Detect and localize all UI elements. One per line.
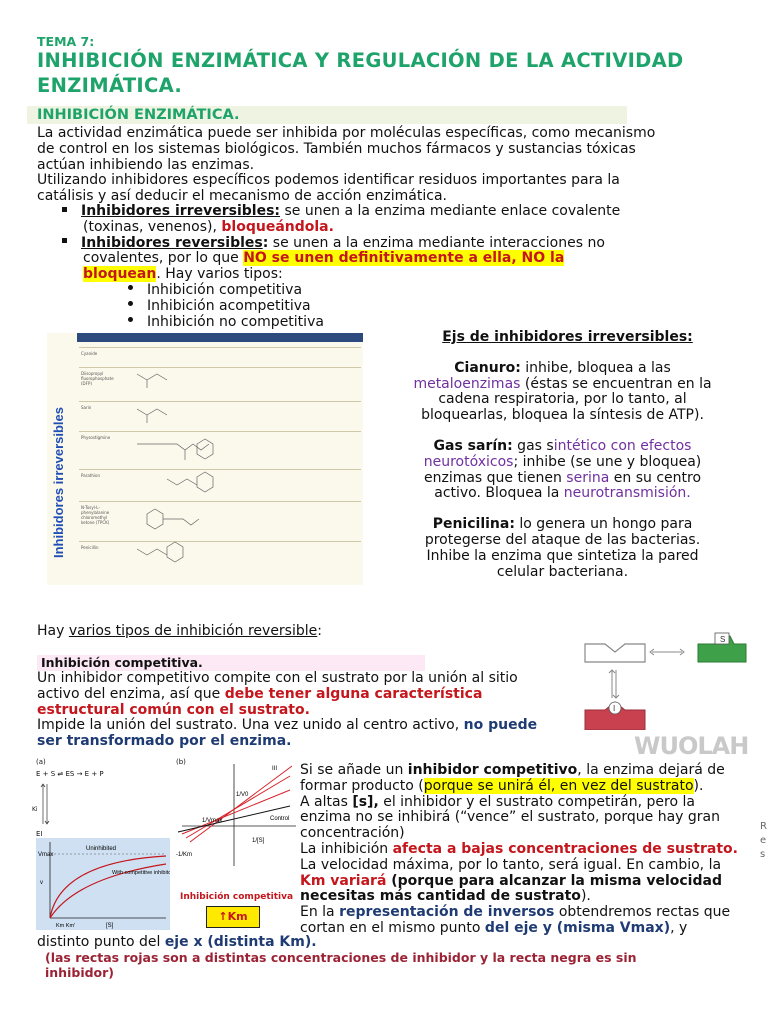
text-navy: representación de inversos (339, 904, 555, 921)
text-red: Km variará (300, 872, 387, 889)
text: En la (300, 904, 340, 921)
text-bold: inhibidor competitivo (407, 762, 578, 778)
irreversible-text2: (toxinas, venenos), (83, 218, 222, 235)
paragraph-line: ser transformado por el enzima. (37, 733, 292, 750)
intro-line: La actividad enzimática puede ser inhibida por moléculas específicas, como mecanismo (37, 125, 656, 141)
table-side-text: Inhibidores irreversibles (51, 406, 66, 558)
page-title (37, 48, 727, 98)
reversible-text: se unen a la enzima mediante interacciones no (268, 234, 605, 251)
example-line: Inhibe la enzima que sintetiza la pared (426, 547, 699, 564)
bullet-irreversible (62, 204, 702, 220)
bullet-reversible-cont (62, 251, 702, 267)
enzyme-binding-diagram (580, 630, 750, 730)
example-line (365, 486, 760, 502)
example-line (365, 377, 760, 393)
subtype-label: Inhibición competitiva (147, 281, 303, 298)
example-text: ; inhibe (se une y bloquea) (513, 453, 702, 470)
example-term: metaloenzimas (413, 375, 521, 392)
paragraph-navy: no puede (463, 717, 538, 734)
inhibitor-label: I (613, 704, 616, 713)
text-bold: necesitas más cantidad de sustrato (300, 888, 581, 905)
cyanide-label: Cianuro: (454, 359, 521, 376)
reversible-text2: covalentes, por lo que (83, 250, 244, 267)
page-title-line2: ENZIMÁTICA. (37, 74, 183, 97)
example-text: en su centro (609, 469, 702, 486)
text: ). (693, 777, 704, 794)
reversible-label: Inhibidores reversibles (81, 234, 263, 251)
paragraph-line (37, 687, 577, 703)
series-label: III (272, 766, 278, 772)
text: , y (670, 919, 688, 936)
intro-line: catálisis y así deducir el mecanismo de acción enzimática. (37, 188, 447, 205)
conclusion-line (37, 935, 737, 951)
plot-x-axis-label: 1/[S] (252, 838, 265, 844)
intro-underlined: varios tipos de inhibición reversible (68, 623, 318, 639)
text-bold: (porque para alcanzar la misma velocidad (386, 872, 722, 889)
chemical-structures-icon (127, 369, 357, 579)
competitive-caption: Inhibición competitiva (180, 892, 294, 902)
subtype-label: Inhibición acompetitiva (147, 297, 311, 314)
ei-label: EI (36, 830, 43, 838)
plot-y-axis-label: 1/V0 (236, 792, 249, 798)
example-text: inhibe, bloquea a las (520, 359, 671, 376)
explanation-line (300, 795, 760, 811)
text: obtendremos rectas que (554, 904, 731, 921)
example-line: protegerse del ataque de las bacterias. (424, 531, 701, 548)
paragraph-line: Un inhibidor competitivo compite con el sustrato por la unión al sitio (37, 670, 518, 686)
tema-label: TEMA 7: (37, 34, 95, 49)
example-line: bloquearlas, bloquea la síntesis de ATP). (421, 407, 704, 424)
paragraph-text: Impide la unión del sustrato. Una vez unido al centro activo, (37, 717, 464, 734)
example-line (365, 517, 760, 533)
equilibrium-arrow-icon (40, 782, 50, 828)
intro-text: Hay (37, 623, 69, 639)
subtype-item (128, 283, 702, 299)
explanation-line: concentración) (300, 825, 405, 842)
text-highlighted: porque se unirá él, en vez del sustrato (423, 777, 694, 794)
example-text: activo. Bloquea la (434, 485, 564, 502)
figure-label-a: (a) (36, 758, 46, 766)
text: el inhibidor y el sustrato competirán, pero la (378, 793, 695, 810)
irreversible-examples (365, 330, 760, 580)
round-bullet-icon (128, 285, 133, 290)
example-term: neurotransmisión. (563, 485, 691, 502)
example-term: intético con efectos (553, 437, 692, 454)
example-line (365, 471, 760, 487)
note-line: inhibidor) (45, 965, 115, 980)
irreversible-text: se unen a la enzima mediante enlace covalente (280, 203, 621, 219)
subtype-label: Inhibición no competitiva (147, 313, 324, 330)
clipped-char: s (760, 849, 766, 860)
michaelis-menten-curves (36, 838, 170, 930)
round-bullet-icon (128, 301, 133, 306)
example-text: lo genera un hongo para (514, 516, 693, 533)
competitive-paragraph (37, 671, 577, 750)
table-header-bar (77, 333, 363, 342)
explanation-line (300, 874, 760, 890)
subtype-item (128, 315, 702, 331)
subtype-item (128, 299, 702, 315)
bullet-reversible (62, 236, 702, 252)
penicillin-label: Penicilina: (432, 516, 515, 533)
reaction-equation: E + S ⇌ ES → E + P (36, 770, 104, 778)
paragraph-red: debe tener alguna característica (224, 685, 483, 702)
section-heading: INHIBICIÓN ENZIMÁTICA. (27, 106, 627, 124)
with-inhibitor-label: With competitive inhibitor (112, 870, 170, 876)
text: distinto punto del (37, 934, 165, 950)
text: A altas (300, 793, 353, 810)
neg-km-label: -1/Km (176, 852, 193, 858)
text: formar producto ( (300, 777, 424, 794)
text-navy: eje x (distinta Km). (164, 934, 317, 950)
km-axis-labels: Km Km' (56, 923, 76, 929)
sarin-example (365, 439, 760, 502)
example-text: gas s (512, 437, 554, 454)
note-paragraph (45, 950, 745, 980)
intro-line: actúan inhibiendo las enzimas. (37, 156, 255, 173)
text: , la enzima dejará de (577, 762, 725, 778)
example-line (365, 439, 760, 455)
control-label: Control (270, 816, 290, 822)
text-red: afecta a bajas concentraciones de sustrato. (392, 840, 738, 857)
reversible-red2: bloquean (83, 266, 157, 283)
cyanide-example (365, 361, 760, 424)
table-cell: Physostigmine (81, 435, 111, 440)
paragraph-line: estructural común con el sustrato. (37, 701, 310, 718)
round-bullet-icon (128, 317, 133, 322)
irreversible-inhibitors-table-image (47, 333, 363, 585)
explanation-line: La velocidad máxima, por lo tanto, será igual. En cambio, la (300, 856, 722, 873)
reversible-text3: . Hay varios tipos: (156, 266, 283, 283)
text-bold: [s], (352, 793, 379, 810)
michaelis-menten-plot (36, 838, 170, 930)
text: cortan en el mismo punto (300, 919, 485, 936)
explanation-line (300, 842, 760, 858)
intro-text: : (317, 623, 322, 639)
square-bullet-icon (62, 207, 67, 212)
square-bullet-icon (62, 238, 67, 243)
example-line: celular bacteriana. (496, 563, 629, 580)
example-text: enzimas que tienen (423, 469, 567, 486)
explanation-line (300, 905, 760, 921)
ki-label: Ki (32, 806, 38, 813)
reversible-colon: : (262, 234, 269, 251)
table-cell: Diisopropyl fluorophosphate (DFP) (81, 371, 114, 386)
competitive-heading: Inhibición competitiva. (37, 655, 425, 671)
vmax-axis-label: Vmax (38, 852, 54, 858)
explanation-line (300, 779, 760, 795)
uninhibited-label: Uninhibited (86, 846, 117, 852)
text: ). (580, 888, 591, 905)
page-title-line1: INHIBICIÓN ENZIMÁTICA Y REGULACIÓN DE LA ACTIVIDAD (37, 49, 684, 72)
clipped-char: R (760, 821, 767, 832)
irreversible-red: bloqueándola. (221, 218, 334, 235)
figure-label-b: (b) (176, 758, 186, 766)
reversible-intro (37, 624, 322, 640)
explanation-line (300, 889, 760, 905)
intro-line: Utilizando inhibidores específicos podemos identificar residuos importantes para la (37, 172, 620, 189)
intro-paragraph (37, 126, 727, 205)
table-cell: Parathion (81, 473, 100, 478)
example-line (365, 361, 760, 377)
inhibitor-bullets (62, 204, 702, 330)
table-row (79, 347, 361, 364)
competitive-inhibition-figure (30, 758, 298, 938)
paragraph-line (37, 718, 577, 734)
intro-line: de control en los sistemas biológicos. También muchos fármacos y sustancias tóxicas (37, 140, 636, 157)
sarin-label: Gas sarín: (433, 437, 513, 454)
irreversible-label: Inhibidores irreversibles: (81, 203, 281, 219)
v-axis-label: v (40, 880, 43, 886)
text-navy: del eje y (misma Vmax) (484, 919, 671, 936)
example-term: serina (566, 469, 610, 486)
example-line (365, 455, 760, 471)
vmax-label: 1/Vmax (202, 818, 223, 824)
examples-heading: Ejs de inhibidores irreversibles: (442, 329, 693, 345)
substrate-label: S (720, 635, 726, 644)
explanation-line: enzima no se inhibirá (“vence” el sustrato, porque hay gran (300, 809, 720, 826)
example-line: cadena respiratoria, por lo tanto, al (438, 391, 687, 408)
equilibrium-arrows-icon (650, 649, 684, 655)
text: La inhibición (300, 840, 393, 857)
table-cell: Penicillin (81, 545, 99, 550)
text: Si se añade un (300, 762, 408, 778)
table-side-label (47, 373, 73, 563)
explanation-line (300, 763, 760, 779)
penicillin-example (365, 517, 760, 580)
right-edge-clipped-text (760, 820, 768, 862)
table-cell: N-Tosyl-L-phenylalanine chloromethyl ketone (TPCK) (81, 505, 110, 525)
subtype-list (62, 283, 702, 330)
table-cell: Cyanide (81, 351, 98, 356)
competitive-explanation (300, 763, 760, 937)
lineweaver-burk-plot (172, 762, 298, 872)
watermark-logo: WUOLAH (634, 732, 749, 760)
note-line: (las rectas rojas son a distintas concentraciones de inhibidor y la recta negra es sin (45, 950, 637, 965)
enzyme-shape-icon (585, 644, 645, 662)
bullet-reversible-cont2 (62, 267, 702, 283)
bullet-irreversible-cont (62, 220, 702, 236)
reversible-red1: NO se unen definitivamente a ella, NO la (243, 250, 565, 267)
vertical-arrows-icon (609, 670, 619, 698)
example-term: neurotóxicos (423, 453, 514, 470)
example-text: (éstas se encuentran en la (520, 375, 712, 392)
clipped-char: e (760, 835, 767, 846)
km-increase-box: ↑Km (206, 906, 260, 928)
table-cell: Sarin (81, 405, 92, 410)
s-axis-label: [S] (106, 923, 114, 929)
paragraph-text: activo del enzima, así que (37, 685, 225, 702)
